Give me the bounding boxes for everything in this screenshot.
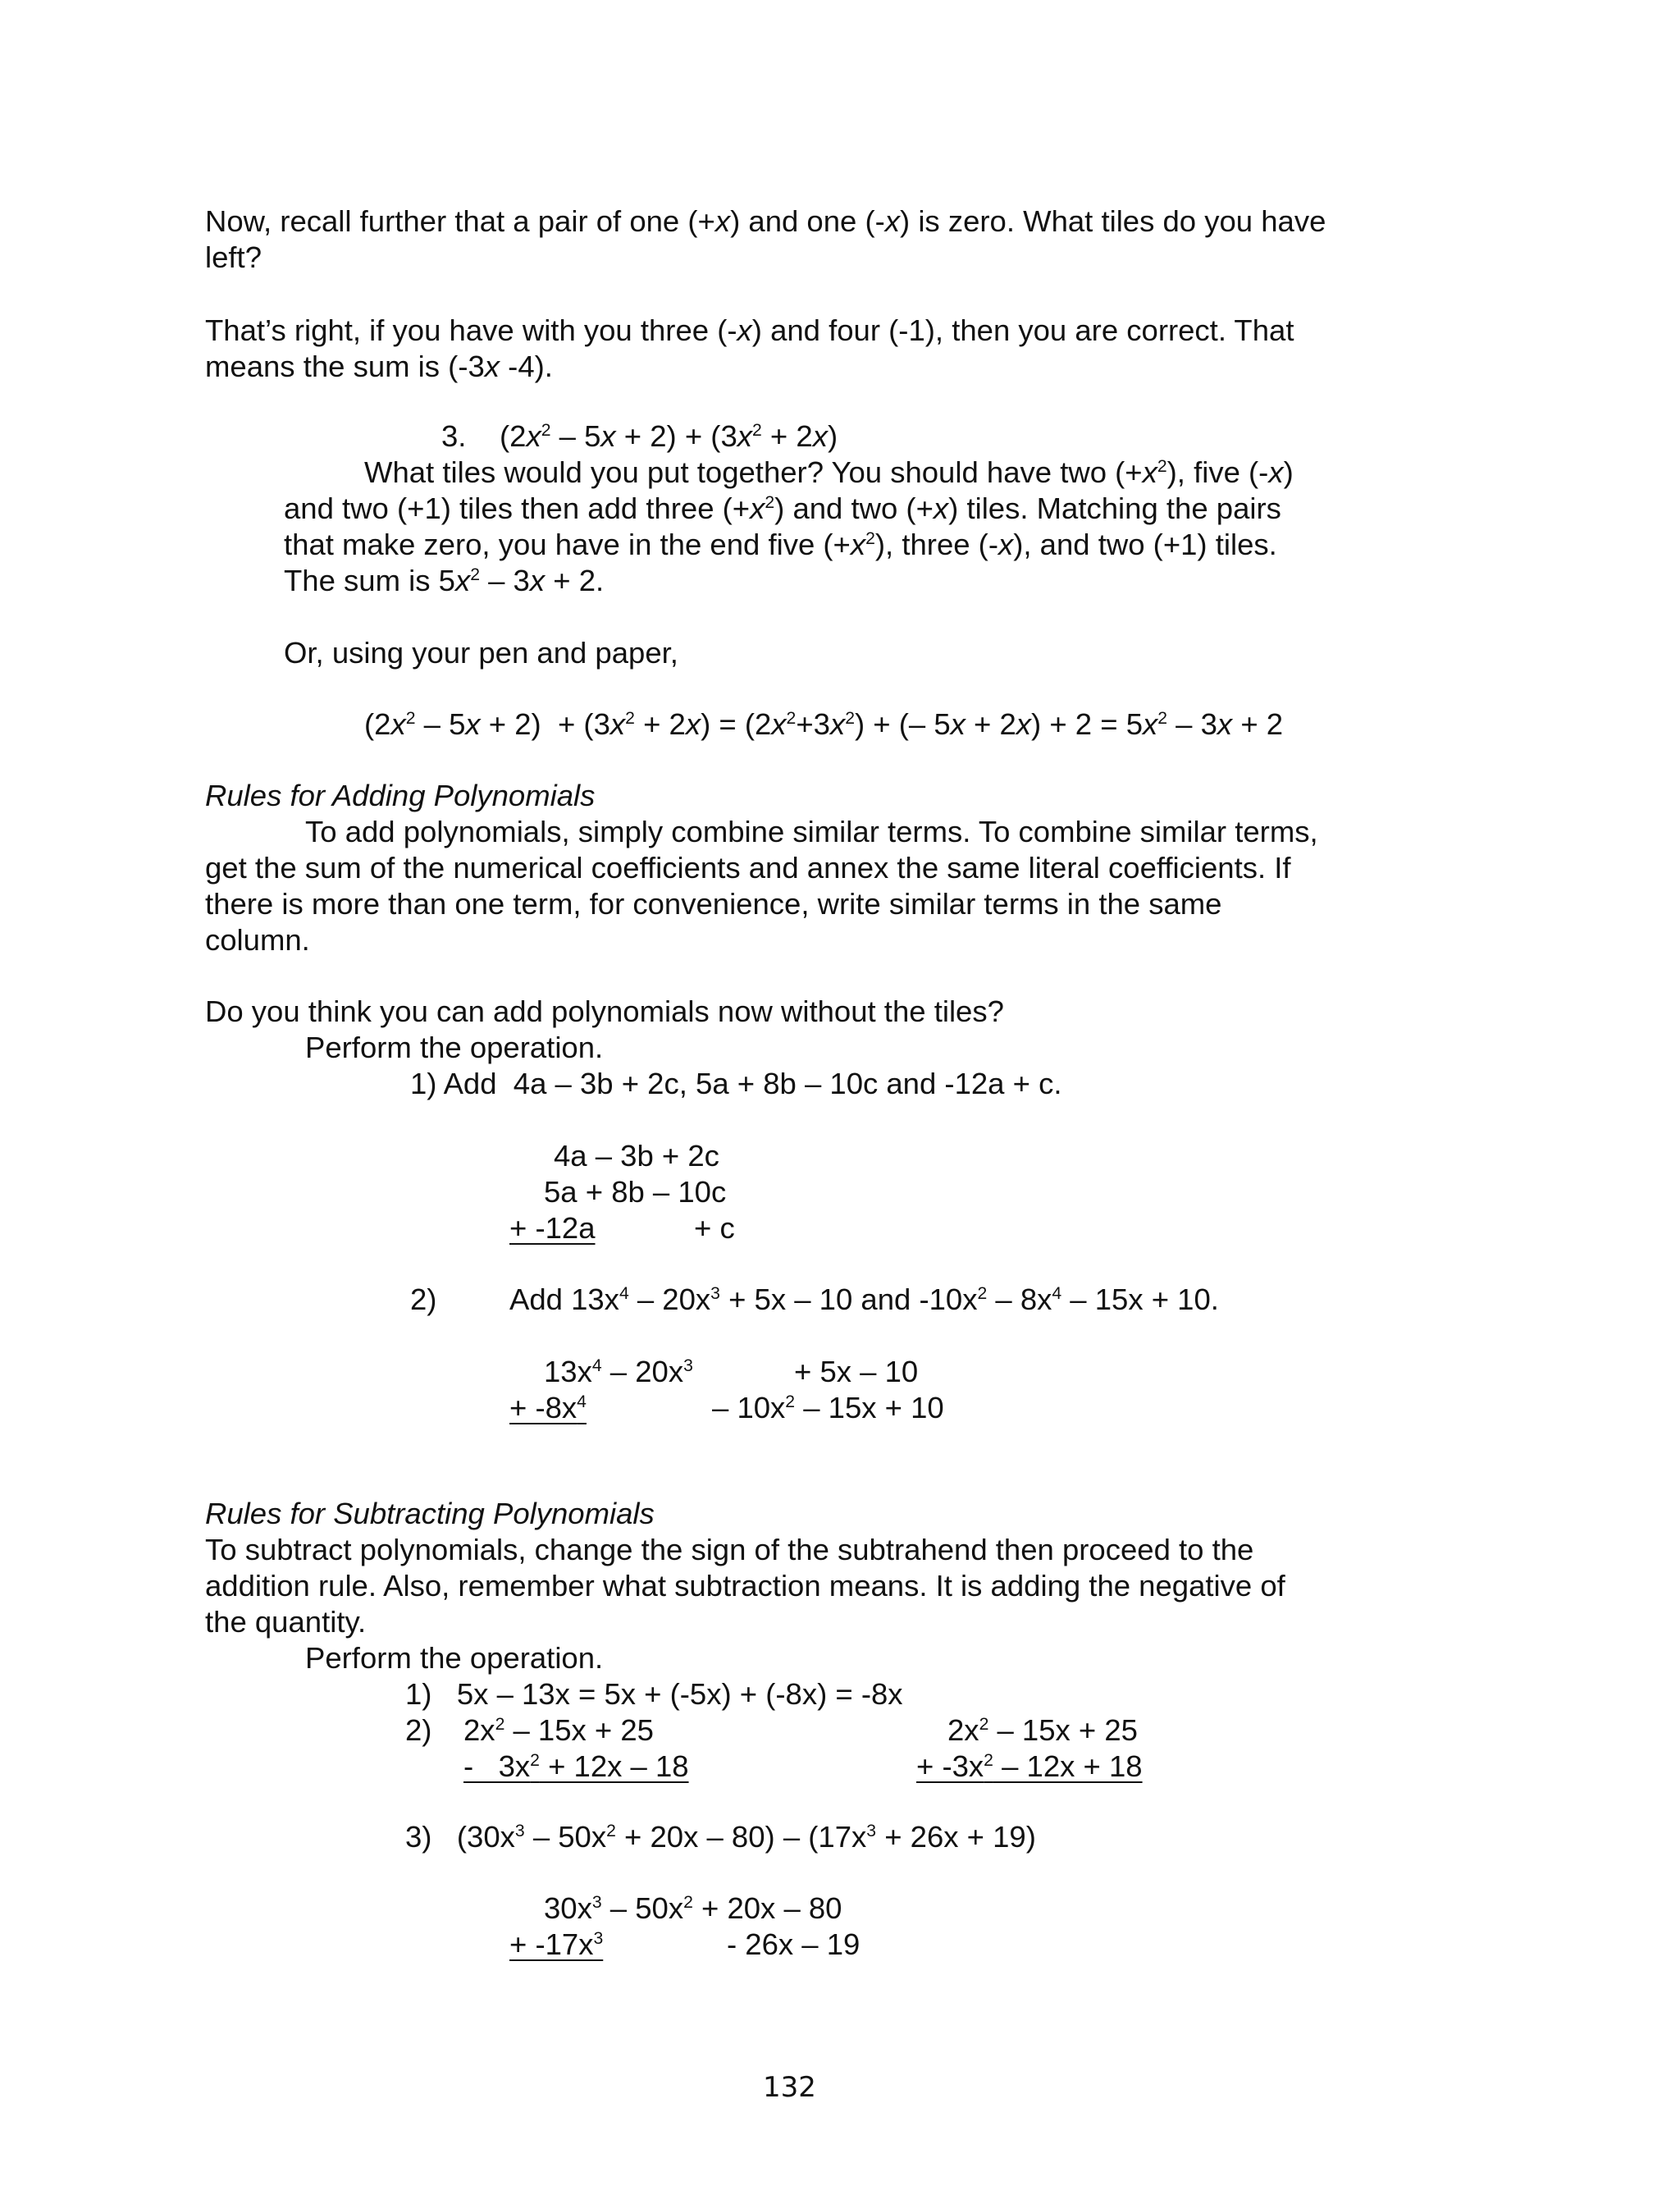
example-3-equation: $(2x^2 - 5x + 2) + (3x^2 + 2x) = (2x^2+3x^2)$ + (– $5x + 2x) + 2 = 5x^2 - 3x + 2$ — [364, 707, 1284, 741]
example-3-paragraph-2: and two (+1) tiles then add three $(+x^2)$ and two (+x) tiles. Matching the pairs — [284, 491, 1281, 525]
adding-question: Do you think you can add polynomials now without the tiles? — [205, 994, 1004, 1028]
subtracting-rules-line-3: the quantity. — [205, 1605, 367, 1639]
ex3-row-2-term-b: - 26x – 19 — [727, 1927, 861, 1961]
subtracting-example-3-row-1: $30x^3 - 50x^2 + 20x - 80$ — [544, 1891, 842, 1925]
adding-example-1-label: 1) Add 4a – 3b + 2c, 5a + 8b – 10c and -12a + c. — [410, 1067, 1062, 1100]
adding-example-2-number: 2) — [410, 1282, 437, 1316]
subtracting-rules-title: Rules for Subtracting Polynomials — [205, 1497, 655, 1530]
adding-perform-label: Perform the operation. — [305, 1031, 604, 1064]
intro-line-1: Now, recall further that a pair of one (+x) and one (-x) is zero. What tiles do you have — [205, 204, 1326, 238]
adding-example-1-row-1: 4a – 3b + 2c — [554, 1139, 719, 1173]
example-3-heading: 3. $(2x^2 - 5x + 2) + (3x^2 + 2x)$ — [441, 419, 838, 453]
adding-rules-line-1: To add polynomials, simply combine similar terms. To combine similar terms, — [305, 815, 1318, 848]
subtracting-example-3-label: 3) $(30x^3 - 50x^2 + 20x - 80) - (17x^3 + 26x + 19)$ — [405, 1820, 1036, 1854]
adding-example-1-row-2: 5a + 8b – 10c — [544, 1175, 727, 1209]
subtracting-example-2-left-row-2: - $3x^2 + 12x - 18$ — [463, 1749, 689, 1783]
row-3-term-b: + c — [694, 1211, 735, 1245]
example-3-paragraph-1: What tiles would you put together? You should have two $(+x^2)$, five (-x) — [364, 455, 1294, 489]
example-3-sum: The sum is $5x^2 - 3x + 2$. — [284, 564, 605, 597]
row-2-term-b: – $10x^2 - 15x + 10$ — [712, 1391, 944, 1424]
row-2-term-a: + $-8x^4$ — [509, 1391, 587, 1424]
subtracting-rules-line-2: addition rule. Also, remember what subtraction means. It is adding the negative of — [205, 1569, 1285, 1602]
subtracting-example-2-right-row-1: $2x^2 - 15x + 25$ — [947, 1713, 1138, 1747]
adding-rules-line-2: get the sum of the numerical coefficients and annex the same literal coefficients. If — [205, 851, 1291, 885]
page-number: 132 — [763, 2071, 816, 2104]
adding-example-2-row-1b: + 5x – 10 — [794, 1355, 919, 1388]
adding-rules-title: Rules for Adding Polynomials — [205, 779, 596, 812]
subtracting-example-2-number: 2) — [405, 1713, 432, 1747]
ex3-row-2-term-a: + $-17x^3$ — [509, 1927, 604, 1961]
subtracting-example-1: 1) 5x – 13x = 5x + (-5x) + (-8x) = -8x — [405, 1677, 903, 1711]
adding-example-1-row-3 — [509, 1212, 737, 1245]
subtracting-example-2-right-row-2: + $-3x^2 - 12x + 18$ — [916, 1749, 1143, 1783]
row-3-term-a: + -12a — [509, 1211, 596, 1245]
example-3-paragraph-3: that make zero, you have in the end five $(+x^2)$, three (-x), and two (+1) tiles. — [284, 528, 1277, 561]
intro-line-3: That’s right, if you have with you three (-x) and four (-1), then you are correct. That — [205, 313, 1294, 347]
adding-example-2-row-2 — [509, 1391, 944, 1424]
intro-line-4: means the sum is (-3x -4). — [205, 350, 553, 383]
adding-rules-line-3: there is more than one term, for convenience, write similar terms in the same — [205, 887, 1222, 921]
subtracting-example-3-row-2 — [509, 1928, 868, 1961]
intro-line-2: left? — [205, 240, 262, 274]
subtracting-perform-label: Perform the operation. — [305, 1641, 604, 1675]
pen-and-paper-text: Or, using your pen and paper, — [284, 636, 678, 670]
subtracting-example-2-left-row-1: $2x^2 - 15x + 25$ — [463, 1713, 654, 1747]
adding-rules-line-4: column. — [205, 923, 310, 957]
subtracting-rules-line-1: To subtract polynomials, change the sign of the subtrahend then proceed to the — [205, 1533, 1254, 1566]
adding-example-2-label: Add $13x^4 - 20x^3 + 5x - 10$ and $-10x^2 - 8x^4 - 15x + 10$. — [509, 1282, 1219, 1316]
adding-example-2-row-1a: $13x^4 - 20x^3$ — [544, 1355, 693, 1388]
